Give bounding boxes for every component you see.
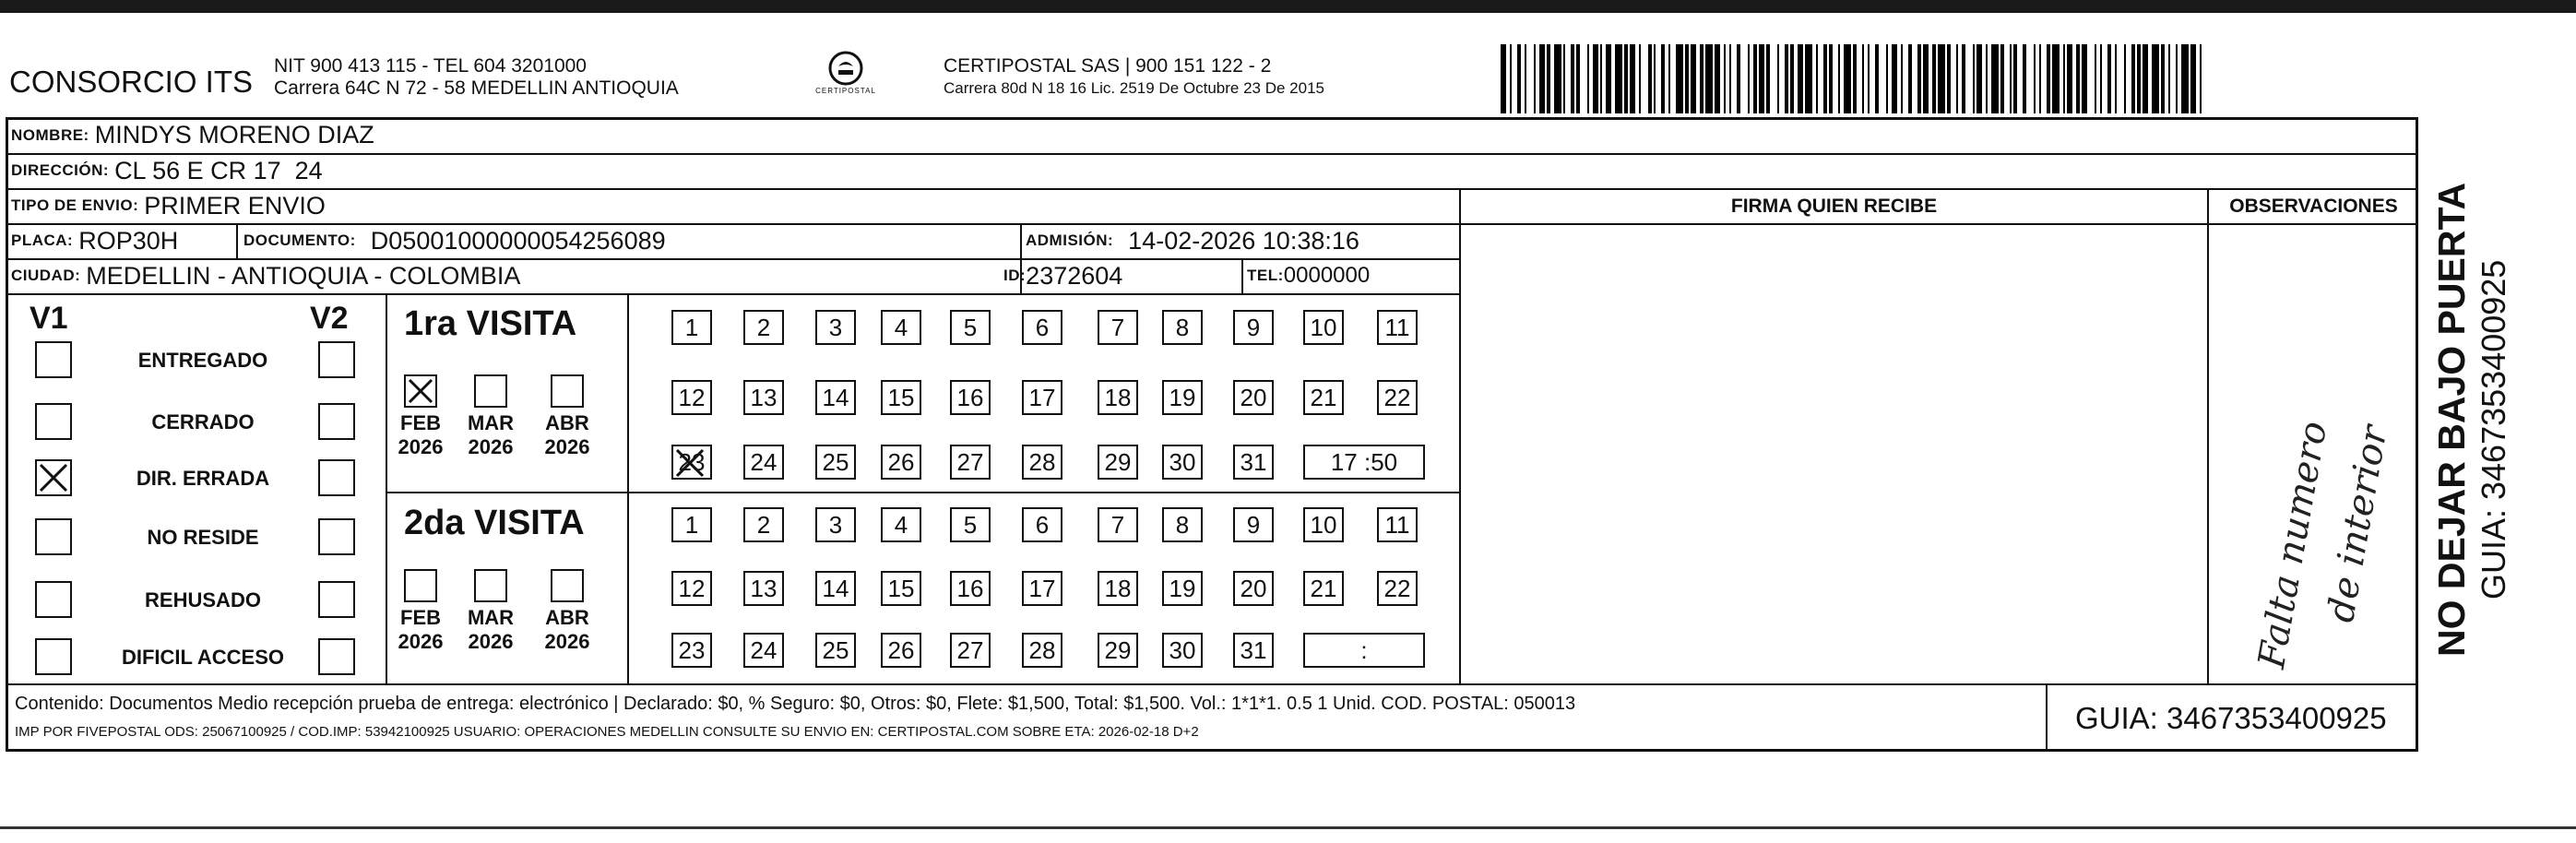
day-box: 7 — [1098, 310, 1138, 345]
day-box: 5 — [950, 310, 991, 345]
month-label: ABR — [545, 411, 589, 434]
month-checkbox — [551, 569, 584, 602]
day-box: 23 — [671, 633, 712, 668]
tipo-label: TIPO DE ENVIO: — [11, 196, 139, 214]
day-box: 14 — [815, 571, 856, 606]
barcode-bar — [1844, 44, 1851, 113]
barcode-bar — [2181, 44, 2189, 113]
admision-label: ADMISIÓN: — [1026, 232, 1114, 249]
barcode-bar — [2152, 44, 2159, 113]
documento-value: D05001000000054256089 — [370, 226, 666, 255]
time-box: : — [1303, 633, 1425, 668]
rule-direccion — [6, 188, 2418, 190]
month-checkbox — [474, 374, 507, 408]
day-box: 18 — [1098, 571, 1138, 606]
barcode — [1501, 44, 2202, 113]
v2-checkbox — [318, 581, 355, 618]
day-box: 17 — [1022, 380, 1062, 415]
x-mark-icon — [404, 374, 437, 408]
v2-checkbox — [318, 518, 355, 555]
rule-tel — [1241, 258, 1243, 294]
barcode-bar — [2026, 44, 2034, 113]
rule-guia-left — [2046, 683, 2048, 752]
day-box: 6 — [1022, 310, 1062, 345]
day-box: 19 — [1162, 571, 1203, 606]
nombre-label: NOMBRE: — [11, 125, 89, 144]
rule-nombre — [6, 153, 2418, 155]
month-label: MAR — [467, 411, 515, 434]
certi-line1: CERTIPOSTAL SAS | 900 151 122 - 2 — [944, 55, 1272, 77]
handwritten-note-2: de interior — [2320, 422, 2396, 625]
day-box: 8 — [1162, 507, 1203, 542]
certipostal-logo-icon — [825, 50, 866, 87]
day-box: 29 — [1098, 633, 1138, 668]
time-box: 17 :50 — [1303, 445, 1425, 480]
address-line: Carrera 64C N 72 - 58 MEDELLIN ANTIOQUIA — [274, 77, 679, 99]
day-box: 17 — [1022, 571, 1062, 606]
status-label: REHUSADO — [145, 588, 261, 611]
v2-checkbox — [318, 403, 355, 440]
admision-value: 14-02-2026 10:38:16 — [1128, 226, 1359, 255]
tel-value: 0000000 — [1283, 263, 1371, 288]
side-warning: NO DEJAR BAJO PUERTA — [2430, 182, 2473, 657]
year-label: 2026 — [468, 435, 514, 458]
placa-row — [11, 223, 178, 258]
year-label: 2026 — [544, 630, 590, 653]
v1-checkbox — [35, 341, 72, 378]
v2-checkbox — [318, 638, 355, 675]
observaciones-label: OBSERVACIONES — [2229, 196, 2398, 217]
id-row — [1003, 258, 1122, 293]
day-box: 8 — [1162, 310, 1203, 345]
day-box: 29 — [1098, 445, 1138, 480]
direccion-row — [11, 153, 323, 188]
ciudad-value: MEDELLIN - ANTIOQUIA - COLOMBIA — [86, 261, 521, 290]
barcode-bar — [1991, 44, 1999, 113]
id-value: 2372604 — [1026, 261, 1123, 290]
rule-firma-left — [1459, 188, 1461, 684]
day-box: 27 — [950, 633, 991, 668]
day-box: 19 — [1162, 380, 1203, 415]
day-box: 25 — [815, 445, 856, 480]
v1-checkbox — [35, 581, 72, 618]
day-box: 16 — [950, 380, 991, 415]
status-label: DIR. ERRADA — [136, 467, 270, 490]
month-checkbox — [551, 374, 584, 408]
day-box: 26 — [881, 633, 921, 668]
day-box: 26 — [881, 445, 921, 480]
nombre-value: MINDYS MORENO DIAZ — [94, 121, 374, 148]
barcode-bar — [2052, 44, 2060, 113]
status-label: ENTREGADO — [137, 349, 268, 372]
first-visit-title: 1ra VISITA — [404, 304, 577, 343]
v1-checkbox — [35, 403, 72, 440]
barcode-bar — [1526, 44, 1534, 113]
footer-guia: GUIA: 3467353400925 — [2075, 701, 2387, 735]
day-box: 15 — [881, 380, 921, 415]
rule-placa-doc — [236, 223, 238, 259]
month-label: FEB — [400, 411, 441, 434]
v1-label: V1 — [30, 301, 68, 336]
tipo-row — [11, 188, 326, 223]
x-mark-icon — [35, 459, 72, 496]
rule-visit-mid — [386, 492, 1461, 493]
day-box: 3 — [815, 310, 856, 345]
day-box: 11 — [1377, 507, 1418, 542]
top-scan-edge — [0, 0, 2576, 13]
status-label: NO RESIDE — [147, 526, 259, 549]
barcode-bar — [1580, 44, 1587, 113]
direccion-label: DIRECCIÓN: — [11, 161, 110, 179]
day-box: 16 — [950, 571, 991, 606]
certipostal-logo — [813, 50, 878, 95]
certipostal-info — [944, 55, 1324, 100]
documento-row — [243, 223, 666, 258]
placa-label: PLACA: — [11, 232, 74, 249]
year-label: 2026 — [398, 435, 444, 458]
day-box: 6 — [1022, 507, 1062, 542]
day-box: 21 — [1303, 571, 1344, 606]
day-box: 20 — [1233, 380, 1274, 415]
tipo-value: PRIMER ENVIO — [144, 191, 326, 220]
v2-checkbox — [318, 459, 355, 496]
barcode-bar — [1740, 44, 1748, 113]
month-checkbox — [404, 569, 437, 602]
status-label: CERRADO — [151, 410, 255, 433]
day-box: 28 — [1022, 445, 1062, 480]
rule-footer — [6, 683, 2418, 685]
day-box: 20 — [1233, 571, 1274, 606]
day-box: 18 — [1098, 380, 1138, 415]
day-box: 5 — [950, 507, 991, 542]
id-label: ID: — [1003, 267, 1027, 284]
footer-print-info: IMP POR FIVEPOSTAL ODS: 25067100925 / COD.IMP: 53942100925 USUARIO: OPERACIONES MEDELLIN CONSULTE SU ENVIO EN: CERTIPOSTAL.COM SOBRE ETA: 2026-02-18 D+2 — [15, 724, 1199, 740]
barcode-bar — [1676, 44, 1683, 113]
v1-checkbox — [35, 638, 72, 675]
barcode-bar — [1938, 44, 1945, 113]
day-box: 23 — [671, 445, 712, 480]
nit-line: NIT 900 413 115 - TEL 604 3201000 — [274, 55, 587, 77]
day-box: 28 — [1022, 633, 1062, 668]
ciudad-row — [11, 258, 520, 293]
month-label: ABR — [545, 606, 589, 629]
day-box: 9 — [1233, 507, 1274, 542]
rule-obs-left — [2207, 188, 2209, 684]
footer-contents: Contenido: Documentos Medio recepción prueba de entrega: electrónico | Declarado: $0, % Seguro: $0, Otros: $0, Flete: $1,500, Total: $1,500. Vol.: 1*1*1. 0.5 1 Unid. COD. POSTAL: 050013 — [15, 694, 1576, 714]
day-box: 22 — [1377, 571, 1418, 606]
day-box: 4 — [881, 507, 921, 542]
day-box: 7 — [1098, 507, 1138, 542]
v2-label: V2 — [310, 301, 349, 336]
month-label: FEB — [400, 606, 441, 629]
day-box: 21 — [1303, 380, 1344, 415]
month-checkbox — [474, 569, 507, 602]
day-box: 27 — [950, 445, 991, 480]
day-box: 4 — [881, 310, 921, 345]
day-box: 25 — [815, 633, 856, 668]
year-label: 2026 — [468, 630, 514, 653]
x-mark-icon — [671, 445, 708, 481]
barcode-bar — [1641, 44, 1648, 113]
barcode-bar — [1770, 44, 1777, 113]
v1-checkbox — [35, 518, 72, 555]
day-box: 2 — [743, 310, 784, 345]
day-box: 2 — [743, 507, 784, 542]
day-box: 12 — [671, 380, 712, 415]
day-box: 13 — [743, 571, 784, 606]
barcode-bar — [1615, 44, 1622, 113]
handwritten-note-1: Falta numero — [2250, 418, 2336, 671]
day-box: 22 — [1377, 380, 1418, 415]
direccion-value: CL 56 E CR 17 24 — [114, 156, 323, 184]
day-box: 14 — [815, 380, 856, 415]
side-guia: GUIA: 3467353400925 — [2475, 259, 2512, 600]
month-label: MAR — [467, 606, 515, 629]
v2-checkbox — [318, 341, 355, 378]
day-box: 9 — [1233, 310, 1274, 345]
day-box: 1 — [671, 310, 712, 345]
day-box: 10 — [1303, 310, 1344, 345]
status-label: DIFICIL ACCESO — [121, 646, 284, 669]
admision-row — [1026, 223, 1359, 258]
day-box: 15 — [881, 571, 921, 606]
placa-value: ROP30H — [78, 226, 179, 255]
day-box: 24 — [743, 633, 784, 668]
barcode-bar — [2117, 44, 2124, 113]
rule-obs-head — [2207, 223, 2418, 225]
day-box: 12 — [671, 571, 712, 606]
tel-label: TEL: — [1247, 267, 1284, 284]
barcode-bar — [1554, 44, 1561, 113]
nombre-row — [11, 117, 374, 153]
ciudad-label: CIUDAD: — [11, 267, 81, 284]
year-label: 2026 — [544, 435, 590, 458]
firma-label: FIRMA QUIEN RECIBE — [1730, 196, 1938, 217]
bottom-scan-edge — [0, 826, 2576, 829]
barcode-bar — [2200, 44, 2202, 113]
rule-days-left — [627, 293, 629, 684]
day-box: 24 — [743, 445, 784, 480]
day-box: 31 — [1233, 633, 1274, 668]
documento-label: DOCUMENTO: — [243, 232, 356, 249]
barcode-bar — [1705, 44, 1713, 113]
tel-row — [1247, 258, 1370, 293]
day-box: 3 — [815, 507, 856, 542]
logo-text: CERTIPOSTAL — [815, 87, 876, 95]
barcode-bar — [1879, 44, 1886, 113]
company-contact — [274, 55, 679, 100]
day-box: 30 — [1162, 445, 1203, 480]
day-box: 11 — [1377, 310, 1418, 345]
barcode-bar — [2087, 44, 2095, 113]
year-label: 2026 — [398, 630, 444, 653]
day-box: 10 — [1303, 507, 1344, 542]
day-box: 31 — [1233, 445, 1274, 480]
day-box: 13 — [743, 380, 784, 415]
barcode-bar — [1965, 44, 1973, 113]
second-visit-title: 2da VISITA — [404, 504, 585, 542]
day-box: 30 — [1162, 633, 1203, 668]
day-box: 1 — [671, 507, 712, 542]
company-name: CONSORCIO ITS — [9, 65, 254, 99]
barcode-bar — [1805, 44, 1812, 113]
certi-line2: Carrera 80d N 18 16 Lic. 2519 De Octubre 23 De 2015 — [944, 79, 1324, 97]
